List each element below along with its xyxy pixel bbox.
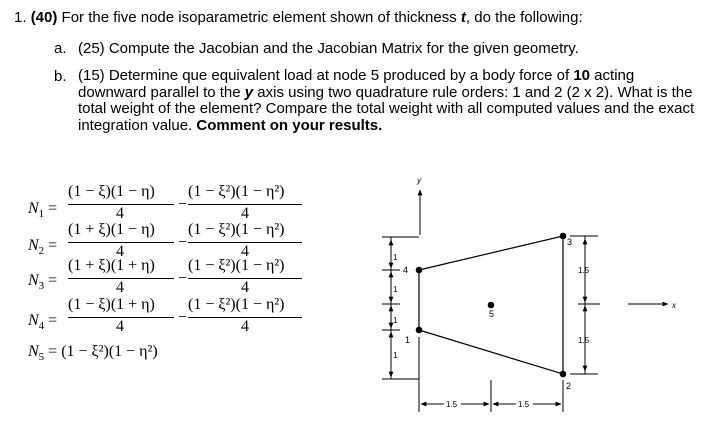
part-b-text1: (15) Determine que equivalent load at node 5 produced by a body force of: [78, 67, 574, 84]
n2-num1: (1 + ξ)(1 − η): [68, 221, 155, 238]
n4-lhs: $N_4$ =: [28, 312, 58, 333]
n1-den1: 4: [116, 205, 124, 222]
n1-num2: (1 − ξ²)(1 − η²): [188, 183, 285, 200]
node-2-label: 2: [566, 381, 572, 391]
node-4: [416, 267, 423, 274]
left-dimension: [382, 237, 419, 379]
n4-den2: 4: [241, 318, 249, 335]
problem-intro-a: For the five node isoparametric element shown of thickness: [57, 9, 461, 26]
n4-num2: (1 − ξ²)(1 − η²): [188, 296, 285, 313]
part-a-label: a.: [54, 40, 67, 57]
node-1-label: 1: [405, 335, 411, 345]
n4-num1: (1 − ξ)(1 + η): [68, 296, 155, 313]
problem-points: (40): [30, 9, 58, 26]
n1-lhs: $N_1$ =: [28, 200, 58, 221]
y-axis-label: y: [417, 176, 421, 185]
n2-lhs: $N_2$ =: [28, 237, 58, 258]
node-1: [416, 327, 423, 334]
bottom-dim-2: 1.5: [518, 400, 530, 409]
n3-den1: 4: [116, 279, 124, 296]
body-force-value: 10: [573, 67, 591, 84]
part-b-text2: acting downward parallel to the: [78, 67, 635, 101]
x-axis-label: x: [672, 301, 676, 310]
n3-lhs: $N_3$ =: [28, 272, 58, 293]
n1-num1: (1 − ξ)(1 − η): [68, 183, 155, 200]
n2-den1: 4: [116, 243, 124, 260]
left-dim-4: 1: [393, 351, 398, 360]
node-5-label: 5: [489, 309, 495, 319]
thickness-variable: t: [460, 9, 466, 26]
node-3: [560, 233, 567, 240]
right-dim-2: 1.5: [578, 336, 590, 345]
n5-equation: $N_5 = (1 - \xi^2)(1 - \eta^2)$: [28, 343, 158, 364]
n3-den2: 4: [241, 279, 249, 296]
bottom-dimension: [419, 337, 563, 412]
n1-den2: 4: [241, 205, 249, 222]
n2-num2: (1 − ξ²)(1 − η²): [188, 221, 285, 238]
n3-num2: (1 − ξ²)(1 − η²): [188, 257, 285, 274]
node-2: [560, 371, 567, 378]
node-4-label: 4: [403, 265, 409, 275]
axis-variable: y: [244, 83, 254, 101]
n3-num1: (1 + ξ)(1 + η): [68, 257, 155, 274]
node-5: [488, 302, 495, 309]
problem-number: 1.: [14, 9, 27, 26]
part-b-label: b.: [54, 68, 67, 85]
left-dim-3: 1: [393, 316, 398, 325]
right-dimension: [570, 236, 600, 374]
part-b-text3: axis using two quadrature rule orders: 1 and 2 (2 x 2). What is the total weight of the element? Compare the total weight with all computed values and the exact integration value.: [78, 83, 695, 134]
part-a-text: (25) Compute the Jacobian and the Jacobian Matrix for the given geometry.: [78, 40, 579, 57]
left-dim-1: 1: [393, 253, 398, 262]
node-3-label: 3: [567, 237, 573, 247]
comment-instruction: Comment on your results.: [196, 116, 383, 134]
bottom-dim-1: 1.5: [446, 400, 458, 409]
left-dim-2: 1: [393, 285, 398, 294]
n4-den1: 4: [116, 318, 124, 335]
problem-intro-b: , do the following:: [465, 9, 583, 26]
n2-den2: 4: [241, 243, 249, 260]
right-dim-1: 1.5: [578, 266, 590, 275]
